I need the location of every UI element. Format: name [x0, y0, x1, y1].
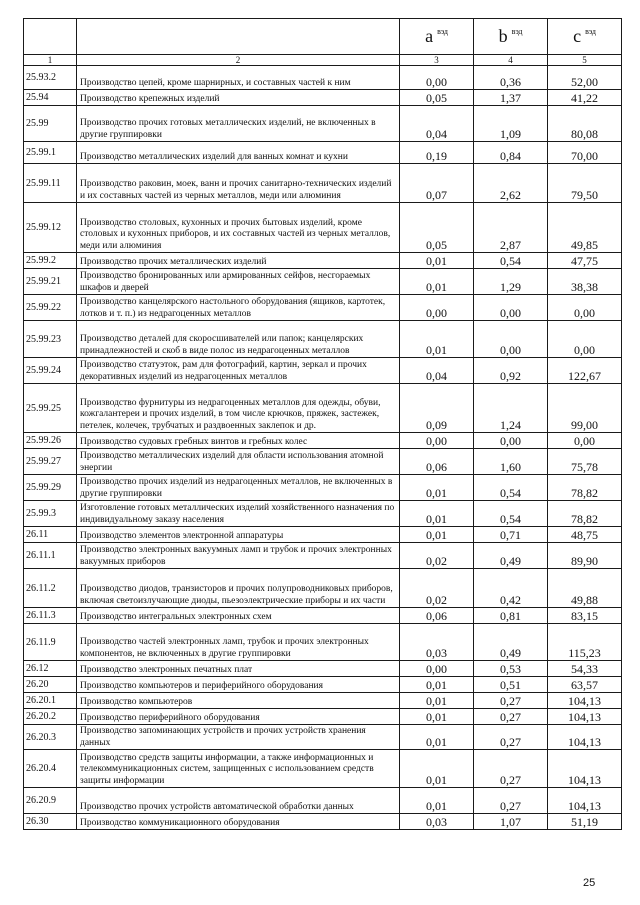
- activity-name-cell: Производство канцелярского настольного оборудования (ящиков, картотек, лотков и т. п.) из недрагоценных металлов: [77, 295, 400, 321]
- c-value-cell: 104,13: [548, 788, 622, 814]
- activity-name-cell: Производство запоминающих устройств и прочих устройств хранения данных: [77, 725, 400, 750]
- b-value-cell: 0,51: [474, 677, 548, 693]
- okved-code-cell: 25.99.22: [24, 295, 77, 321]
- okved-code-cell: 25.99.2: [24, 253, 77, 269]
- okved-code-cell: 26.11.2: [24, 569, 77, 608]
- table-row: [24, 269, 622, 295]
- c-value-cell: 54,33: [548, 661, 622, 677]
- table-row: [24, 475, 622, 501]
- a-value-cell: 0,01: [400, 788, 474, 814]
- column-numbers-row: [24, 55, 622, 66]
- activity-name-cell: Производство металлических изделий для ванных комнат и кухни: [77, 142, 400, 164]
- a-value-cell: 0,01: [400, 475, 474, 501]
- c-value-cell: 70,00: [548, 142, 622, 164]
- table-row: [24, 253, 622, 269]
- c-value-cell: 115,23: [548, 624, 622, 661]
- b-value-cell: 0,81: [474, 608, 548, 624]
- column-number: 1: [24, 55, 77, 66]
- b-value-cell: 1,07: [474, 814, 548, 830]
- activity-name-cell: Производство средств защиты информации, а также информационных и телекоммуникационных систем, защищенных с использованием средств защиты информации: [77, 750, 400, 788]
- c-value-cell: 83,15: [548, 608, 622, 624]
- a-value-cell: 0,00: [400, 66, 474, 90]
- activity-name-cell: Производство коммуникационного оборудования: [77, 814, 400, 830]
- table-row: [24, 788, 622, 814]
- activity-name-cell: Производство металлических изделий для области использования атомной энергии: [77, 449, 400, 475]
- c-value-cell: 52,00: [548, 66, 622, 90]
- okved-code-cell: 26.20.3: [24, 725, 77, 750]
- a-value-cell: 0,06: [400, 449, 474, 475]
- table-row: [24, 608, 622, 624]
- b-value-cell: 0,27: [474, 788, 548, 814]
- b-value-cell: 1,37: [474, 90, 548, 106]
- okved-code-cell: 25.93.2: [24, 66, 77, 90]
- a-value-cell: 0,02: [400, 569, 474, 608]
- header-b-cell: [474, 19, 548, 55]
- c-value-cell: 38,38: [548, 269, 622, 295]
- activity-name-cell: Производство фурнитуры из недрагоценных металлов для одежды, обуви, кожгалантереи и прочих изделий, в том числе крючков, пряжек, застежек, петелек, колечек, трубчатых и раздвоенных заклепок и др.: [77, 384, 400, 433]
- b-value-cell: 1,60: [474, 449, 548, 475]
- c-value-cell: 47,75: [548, 253, 622, 269]
- c-value-cell: 49,85: [548, 203, 622, 253]
- header-a-symbol: a: [425, 26, 434, 46]
- a-value-cell: 0,06: [400, 608, 474, 624]
- b-value-cell: 0,27: [474, 709, 548, 725]
- b-value-cell: 0,00: [474, 295, 548, 321]
- a-value-cell: 0,01: [400, 750, 474, 788]
- coefficients-table: [23, 18, 622, 830]
- column-number: 4: [474, 55, 548, 66]
- column-number: 2: [77, 55, 400, 66]
- b-value-cell: 0,49: [474, 543, 548, 569]
- a-value-cell: 0,01: [400, 321, 474, 358]
- a-value-cell: 0,03: [400, 624, 474, 661]
- a-value-cell: 0,05: [400, 203, 474, 253]
- b-value-cell: 0,54: [474, 501, 548, 527]
- okved-code-cell: 26.30: [24, 814, 77, 830]
- table-row: [24, 624, 622, 661]
- table-row: [24, 321, 622, 358]
- b-value-cell: 0,54: [474, 253, 548, 269]
- a-value-cell: 0,09: [400, 384, 474, 433]
- header-name-cell: [77, 19, 400, 55]
- table-row: [24, 106, 622, 142]
- table-row: [24, 543, 622, 569]
- c-value-cell: 78,82: [548, 501, 622, 527]
- table-row: [24, 709, 622, 725]
- c-value-cell: 41,22: [548, 90, 622, 106]
- okved-code-cell: 26.20.9: [24, 788, 77, 814]
- c-value-cell: 104,13: [548, 750, 622, 788]
- b-value-cell: 0,54: [474, 475, 548, 501]
- c-value-cell: 0,00: [548, 433, 622, 449]
- okved-code-cell: 25.99: [24, 106, 77, 142]
- table-row: [24, 66, 622, 90]
- activity-name-cell: Производство статуэток, рам для фотографий, картин, зеркал и прочих декоративных изделий из недрагоценных металлов: [77, 358, 400, 384]
- okved-code-cell: 25.99.27: [24, 449, 77, 475]
- a-value-cell: 0,01: [400, 253, 474, 269]
- table-row: [24, 295, 622, 321]
- c-value-cell: 104,13: [548, 693, 622, 709]
- activity-name-cell: Производство прочих готовых металлических изделий, не включенных в другие группировки: [77, 106, 400, 142]
- table-row: [24, 501, 622, 527]
- b-value-cell: 0,53: [474, 661, 548, 677]
- c-value-cell: 79,50: [548, 164, 622, 203]
- activity-name-cell: Производство бронированных или армированных сейфов, несгораемых шкафов и дверей: [77, 269, 400, 295]
- a-value-cell: 0,07: [400, 164, 474, 203]
- b-value-cell: 0,27: [474, 725, 548, 750]
- a-value-cell: 0,00: [400, 295, 474, 321]
- b-value-cell: 0,00: [474, 433, 548, 449]
- column-number: 3: [400, 55, 474, 66]
- okved-code-cell: 26.12: [24, 661, 77, 677]
- a-value-cell: 0,01: [400, 693, 474, 709]
- a-value-cell: 0,01: [400, 501, 474, 527]
- b-value-cell: 0,00: [474, 321, 548, 358]
- b-value-cell: 0,84: [474, 142, 548, 164]
- table-row: [24, 449, 622, 475]
- table-row: [24, 164, 622, 203]
- okved-code-cell: 25.99.24: [24, 358, 77, 384]
- okved-code-cell: 25.99.3: [24, 501, 77, 527]
- okved-code-cell: 25.99.29: [24, 475, 77, 501]
- table-header-row: [24, 19, 622, 55]
- okved-code-cell: 25.99.12: [24, 203, 77, 253]
- okved-code-cell: 25.99.25: [24, 384, 77, 433]
- okved-code-cell: 25.99.23: [24, 321, 77, 358]
- a-value-cell: 0,01: [400, 677, 474, 693]
- header-a-cell: [400, 19, 474, 55]
- c-value-cell: 48,75: [548, 527, 622, 543]
- activity-name-cell: Производство компьютеров и периферийного оборудования: [77, 677, 400, 693]
- a-value-cell: 0,19: [400, 142, 474, 164]
- table-row: [24, 203, 622, 253]
- a-value-cell: 0,00: [400, 661, 474, 677]
- header-b-subscript: вэд: [511, 26, 523, 36]
- table-row: [24, 527, 622, 543]
- b-value-cell: 0,27: [474, 693, 548, 709]
- b-value-cell: 0,92: [474, 358, 548, 384]
- c-value-cell: 89,90: [548, 543, 622, 569]
- c-value-cell: 80,08: [548, 106, 622, 142]
- table-row: [24, 142, 622, 164]
- okved-code-cell: 25.94: [24, 90, 77, 106]
- c-value-cell: 0,00: [548, 295, 622, 321]
- c-value-cell: 104,13: [548, 725, 622, 750]
- activity-name-cell: Производство раковин, моек, ванн и прочих санитарно-технических изделий и их составных частей из черных металлов, меди или алюминия: [77, 164, 400, 203]
- b-value-cell: 1,24: [474, 384, 548, 433]
- header-b-symbol: b: [498, 26, 508, 46]
- a-value-cell: 0,01: [400, 269, 474, 295]
- header-code-cell: [24, 19, 77, 55]
- activity-name-cell: Производство интегральных электронных схем: [77, 608, 400, 624]
- a-value-cell: 0,05: [400, 90, 474, 106]
- activity-name-cell: Производство периферийного оборудования: [77, 709, 400, 725]
- column-number: 5: [548, 55, 622, 66]
- header-c-symbol: c: [573, 26, 582, 46]
- page-number: 25: [583, 877, 596, 889]
- okved-code-cell: 26.20.4: [24, 750, 77, 788]
- activity-name-cell: Производство прочих изделий из недрагоценных металлов, не включенных в другие группировки: [77, 475, 400, 501]
- activity-name-cell: Производство частей электронных ламп, трубок и прочих электронных компонентов, не включенных в другие группировки: [77, 624, 400, 661]
- table-row: [24, 569, 622, 608]
- a-value-cell: 0,04: [400, 106, 474, 142]
- okved-code-cell: 25.99.11: [24, 164, 77, 203]
- a-value-cell: 0,01: [400, 527, 474, 543]
- okved-code-cell: 26.20.1: [24, 693, 77, 709]
- activity-name-cell: Изготовление готовых металлических изделий хозяйственного назначения по индивидуальному заказу населения: [77, 501, 400, 527]
- activity-name-cell: Производство деталей для скоросшивателей или папок; канцелярских принадлежностей и скоб в виде полос из недрагоценных металлов: [77, 321, 400, 358]
- b-value-cell: 2,62: [474, 164, 548, 203]
- activity-name-cell: Производство столовых, кухонных и прочих бытовых изделий, кроме столовых и кухонных приборов, и их составных частей из черных металлов, меди или алюминия: [77, 203, 400, 253]
- table-row: [24, 358, 622, 384]
- okved-code-cell: 26.11.1: [24, 543, 77, 569]
- okved-code-cell: 26.11.9: [24, 624, 77, 661]
- header-c-cell: [548, 19, 622, 55]
- a-value-cell: 0,00: [400, 433, 474, 449]
- table-row: [24, 90, 622, 106]
- okved-code-cell: 26.11.3: [24, 608, 77, 624]
- c-value-cell: 122,67: [548, 358, 622, 384]
- b-value-cell: 0,49: [474, 624, 548, 661]
- a-value-cell: 0,03: [400, 814, 474, 830]
- activity-name-cell: Производство электронных печатных плат: [77, 661, 400, 677]
- b-value-cell: 1,29: [474, 269, 548, 295]
- b-value-cell: 0,71: [474, 527, 548, 543]
- c-value-cell: 78,82: [548, 475, 622, 501]
- activity-name-cell: Производство прочих металлических изделий: [77, 253, 400, 269]
- table-row: [24, 750, 622, 788]
- activity-name-cell: Производство судовых гребных винтов и гребных колес: [77, 433, 400, 449]
- okved-code-cell: 26.20: [24, 677, 77, 693]
- a-value-cell: 0,02: [400, 543, 474, 569]
- b-value-cell: 0,42: [474, 569, 548, 608]
- activity-name-cell: Производство элементов электронной аппаратуры: [77, 527, 400, 543]
- c-value-cell: 49,88: [548, 569, 622, 608]
- a-value-cell: 0,01: [400, 709, 474, 725]
- b-value-cell: 0,27: [474, 750, 548, 788]
- table-row: [24, 814, 622, 830]
- c-value-cell: 75,78: [548, 449, 622, 475]
- activity-name-cell: Производство цепей, кроме шарнирных, и составных частей к ним: [77, 66, 400, 90]
- table-row: [24, 693, 622, 709]
- okved-code-cell: 26.11: [24, 527, 77, 543]
- table-row: [24, 677, 622, 693]
- c-value-cell: 104,13: [548, 709, 622, 725]
- a-value-cell: 0,01: [400, 725, 474, 750]
- okved-code-cell: 25.99.26: [24, 433, 77, 449]
- c-value-cell: 99,00: [548, 384, 622, 433]
- activity-name-cell: Производство электронных вакуумных ламп и трубок и прочих электронных вакуумных приборов: [77, 543, 400, 569]
- c-value-cell: 51,19: [548, 814, 622, 830]
- b-value-cell: 2,87: [474, 203, 548, 253]
- activity-name-cell: Производство диодов, транзисторов и прочих полупроводниковых приборов, включая светоизлучающие диоды, пьезоэлектрические приборы и их части: [77, 569, 400, 608]
- header-c-subscript: вэд: [585, 26, 596, 36]
- activity-name-cell: Производство компьютеров: [77, 693, 400, 709]
- okved-code-cell: 25.99.1: [24, 142, 77, 164]
- b-value-cell: 0,36: [474, 66, 548, 90]
- a-value-cell: 0,04: [400, 358, 474, 384]
- table-row: [24, 433, 622, 449]
- table-row: [24, 725, 622, 750]
- c-value-cell: 63,57: [548, 677, 622, 693]
- activity-name-cell: Производство крепежных изделий: [77, 90, 400, 106]
- header-a-subscript: вэд: [437, 26, 448, 36]
- activity-name-cell: Производство прочих устройств автоматической обработки данных: [77, 788, 400, 814]
- table-row: [24, 384, 622, 433]
- okved-code-cell: 26.20.2: [24, 709, 77, 725]
- b-value-cell: 1,09: [474, 106, 548, 142]
- table-row: [24, 661, 622, 677]
- c-value-cell: 0,00: [548, 321, 622, 358]
- okved-code-cell: 25.99.21: [24, 269, 77, 295]
